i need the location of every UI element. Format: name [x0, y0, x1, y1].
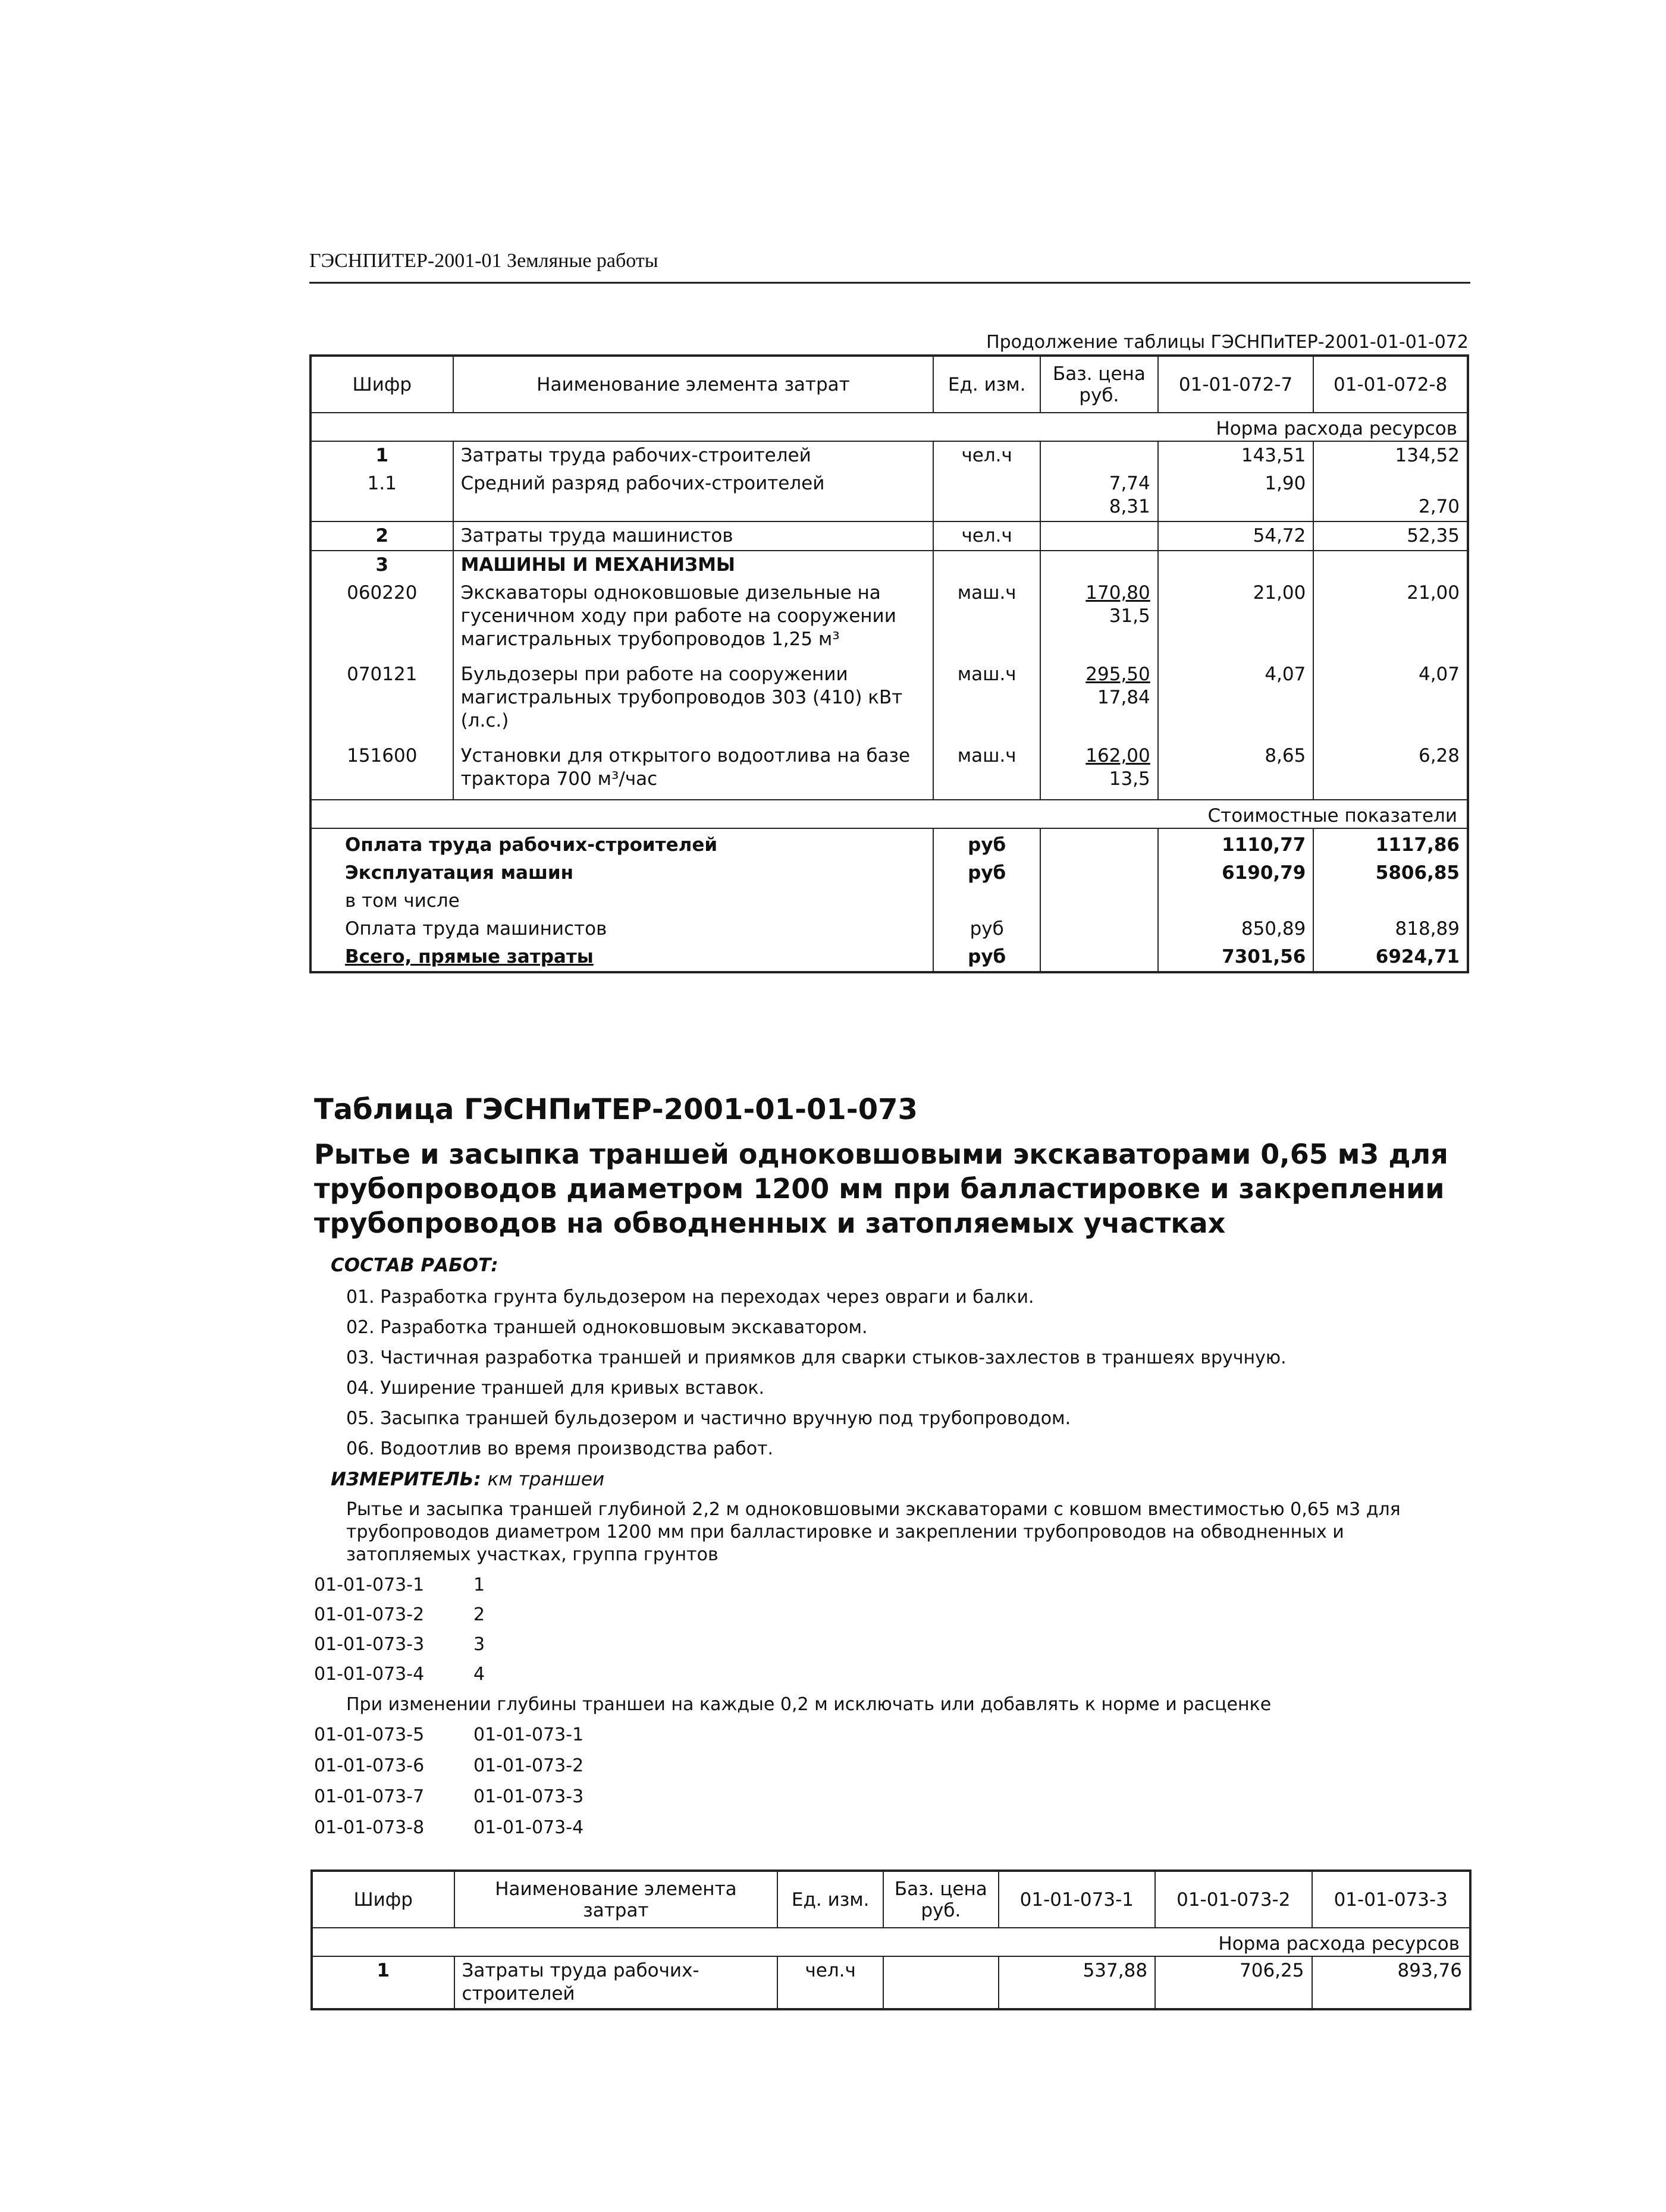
depth-code: 01-01-073-5 [314, 1724, 425, 1745]
cost-row: Оплата труда машинистов руб 850,89 818,89 [310, 915, 1468, 943]
col-header-rate-3: 01-01-073-3 [1312, 1871, 1471, 1928]
col-header-rate-2: 01-01-072-8 [1313, 356, 1468, 413]
resource-table-072 [309, 354, 1469, 973]
work-item: 02. Разработка траншей одноковшовым экскаватором. [346, 1317, 868, 1338]
col-header-code: Шифр [312, 1871, 454, 1928]
col-header-rate-2: 01-01-073-2 [1155, 1871, 1312, 1928]
group-code: 01-01-073-4 [314, 1664, 425, 1685]
col-header-price: Баз. цена руб. [883, 1871, 999, 1928]
group-code: 01-01-073-2 [314, 1604, 425, 1625]
measure-value: км траншеи [487, 1469, 605, 1490]
group-value: 3 [473, 1634, 485, 1655]
band-resource-norm: Норма расхода ресурсов [312, 1928, 1470, 1956]
band-cost-indicators: Стоимостные показатели [310, 800, 1468, 828]
col-header-rate-1: 01-01-073-1 [999, 1871, 1155, 1928]
table-row: 060220 Экскаваторы одноковшовые дизельные на гусеничном ходу при работе на сооружении магистральных трубопроводов 1,25 м³ маш.ч 170,80 31,5 21,00 21,00 [310, 579, 1468, 653]
table-row: 151600 Установки для открытого водоотлива на базе трактора 700 м³/час маш.ч 162,00 13,5 8,65 6,28 [310, 735, 1468, 800]
depth-ref: 01-01-073-3 [473, 1786, 584, 1807]
cost-row: Оплата труда рабочих-строителей руб 1110,77 1117,86 [310, 828, 1468, 859]
measure-label: ИЗМЕРИТЕЛЬ: км траншеи [331, 1469, 605, 1490]
cost-row: в том числе [310, 887, 1468, 915]
works-label: СОСТАВ РАБОТ: [331, 1255, 498, 1276]
table-title: Таблица ГЭСНПиТЕР-2001-01-01-073 [314, 1093, 918, 1126]
group-value: 4 [473, 1664, 485, 1685]
table-row: 1 Затраты труда рабочих-строителей чел.ч 537,88 706,25 893,76 [312, 1956, 1470, 2009]
col-header-code: Шифр [310, 356, 453, 413]
table-row: 1.1 Средний разряд рабочих-строителей 7,74 8,31 1,90 2,70 [310, 470, 1468, 521]
running-header: ГЭСНПИТЕР-2001-01 Земляные работы [309, 250, 658, 272]
col-header-unit: Ед. изм. [933, 356, 1040, 413]
work-item: 05. Засыпка траншей бульдозером и частично вручную под трубопроводом. [346, 1408, 1071, 1429]
group-value: 1 [473, 1575, 485, 1595]
depth-note: При изменении глубины траншеи на каждые 0,2 м исключать или добавлять к норме и расценке [346, 1694, 1272, 1715]
table-row: 1 Затраты труда рабочих-строителей чел.ч 143,51 134,52 [310, 441, 1468, 470]
cost-row: Всего, прямые затраты руб 7301,56 6924,71 [310, 943, 1468, 972]
table-row: 3 МАШИНЫ И МЕХАНИЗМЫ [310, 551, 1468, 579]
work-item: 04. Уширение траншей для кривых вставок. [346, 1378, 765, 1399]
table-continuation-label: Продолжение таблицы ГЭСНПиТЕР-2001-01-01-072 [986, 332, 1469, 353]
group-code: 01-01-073-3 [314, 1634, 425, 1655]
depth-ref: 01-01-073-1 [473, 1724, 584, 1745]
col-header-unit: Ед. изм. [777, 1871, 883, 1928]
depth-code: 01-01-073-8 [314, 1817, 425, 1838]
depth-ref: 01-01-073-4 [473, 1817, 584, 1838]
table-row: 2 Затраты труда машинистов чел.ч 54,72 52,35 [310, 521, 1468, 551]
table-row: 070121 Бульдозеры при работе на сооружении магистральных трубопроводов 303 (410) кВт (л.с.) маш.ч 295,50 17,84 4,07 4,07 [310, 653, 1468, 735]
work-item: 03. Частичная разработка траншей и приямков для сварки стыков-захлестов в траншеях вручную. [346, 1347, 1287, 1368]
group-code: 01-01-073-1 [314, 1575, 425, 1595]
depth-ref: 01-01-073-2 [473, 1755, 584, 1776]
work-item: 01. Разработка грунта бульдозером на переходах через овраги и балки. [346, 1287, 1034, 1308]
band-resource-norm: Норма расхода ресурсов [310, 413, 1468, 441]
cost-row: Эксплуатация машин руб 6190,79 5806,85 [310, 859, 1468, 887]
col-header-rate-1: 01-01-072-7 [1158, 356, 1314, 413]
header-rule [309, 282, 1470, 284]
col-header-name: Наименование элемента затрат [454, 1871, 778, 1928]
resource-table-073 [310, 1869, 1472, 2010]
table-subtitle: Рытье и засыпка траншей одноковшовыми экскаваторами 0,65 м3 для трубопроводов диаметром 1200 мм при балластировке и закреплении трубопроводов на обводненных и затопляемых участках [314, 1138, 1448, 1239]
work-item: 06. Водоотлив во время производства работ. [346, 1438, 774, 1459]
group-value: 2 [473, 1604, 485, 1625]
depth-code: 01-01-073-7 [314, 1786, 425, 1807]
depth-code: 01-01-073-6 [314, 1755, 425, 1776]
col-header-name: Наименование элемента затрат [453, 356, 934, 413]
col-header-price: Баз. цена руб. [1040, 356, 1158, 413]
norm-description: Рытье и засыпка траншей глубиной 2,2 м одноковшовыми экскаваторами с ковшом вместимостью 0,65 м3 для трубопроводов диаметром 1200 мм при балластировке и закреплении трубопроводов на обводненных и затопляемых участках, группа грунтов [346, 1499, 1401, 1565]
